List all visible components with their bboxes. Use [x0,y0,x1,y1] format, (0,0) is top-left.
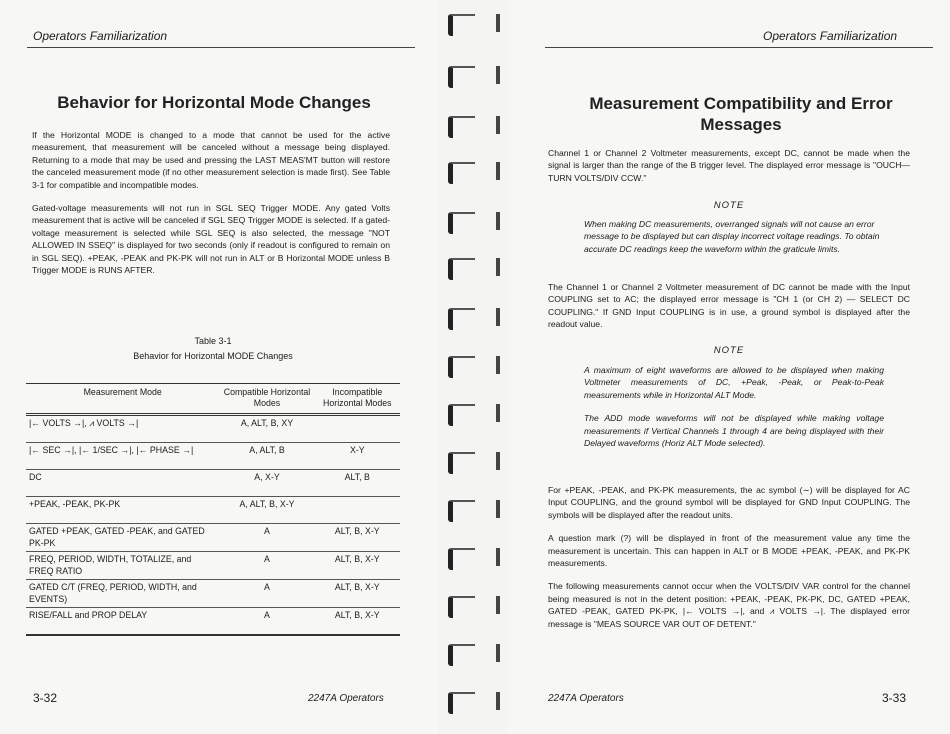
table-row [26,470,400,497]
note-2-paragraph-1: A maximum of eight waveforms are allowed to be displayed when making Voltmeter measurements of DC, +Peak, -Peak, or Peak-to-Peak measurements while in Horizontal ALT Mode. [584,365,884,400]
table-row [26,580,400,608]
note-2 [584,364,884,460]
table-cell-incompatible: ALT, B, X-Y [315,524,400,552]
table-row [26,443,400,470]
table-row [26,524,400,552]
table-row [26,608,400,636]
table-cell-incompatible [315,415,400,443]
note-1: When making DC measurements, overranged signals will not cause an error message to be displayed but can display incorrect voltage readings. To obtain accurate DC readings keep the waveform within the graticule limits. [584,219,880,254]
right-page [508,0,950,734]
left-footer-model: 2247A Operators [308,693,384,704]
table-cell-mode: DC [26,470,219,497]
left-page [0,0,438,734]
right-running-header: Operators Familiarization [763,29,898,43]
right-footer-model: 2247A Operators [548,693,624,704]
note-heading-2: NOTE [713,345,745,356]
table-cell-incompatible: ALT, B, X-Y [315,580,400,608]
right-header-rule [545,47,933,48]
table-row [26,497,400,524]
note-2-paragraph-2: The ADD mode waveforms will not be displayed while making voltage measurements if Vertical Channels 1 through 4 are being displayed with their Delayed waveforms (Horiz ALT Mode selected). [584,413,884,449]
table-row [26,552,400,580]
table-cell-incompatible [315,497,400,524]
table-cell-compatible: A, ALT, B, X-Y [219,497,314,524]
right-page-number: 3-33 [882,691,907,705]
table-cell-incompatible: X-Y [315,443,400,470]
table-cell-compatible: A, ALT, B, XY [219,415,314,443]
left-section-title: Behavior for Horizontal Mode Changes [57,93,371,112]
table-cell-compatible: A [219,524,314,552]
table-cell-mode: FREQ, PERIOD, WIDTH, TOTALIZE, and FREQ RATIO [26,552,219,580]
right-paragraph-3: For +PEAK, -PEAK, and PK-PK measurements, the ac symbol (∼) will be displayed for AC Input COUPLING, and the ground symbol will be displayed for GND Input COUPLING. The symbols will be displayed after the readout units. [548,485,910,520]
table-cell-mode: GATED C/T (FREQ, PERIOD, WIDTH, and EVENTS) [26,580,219,608]
right-body-lower [548,484,910,641]
right-paragraph-4: A question mark (?) will be displayed in front of the measurement value any time the measurement is uncertain. This can happen in ALT or B MODE +PEAK, -PEAK, and PK-PK measurements. [548,533,910,569]
right-section-title: Measurement Compatibility and Error Messages [589,94,893,134]
table-cell-compatible: A [219,608,314,636]
horizontal-mode-table [26,383,400,636]
table-cell-mode: |← VOLTS →|, ⩘ VOLTS →| [26,415,219,443]
table-cell-compatible: A [219,552,314,580]
table-cell-incompatible: ALT, B, X-Y [315,552,400,580]
table-header-compatible: Compatible Horizontal Modes [219,384,314,415]
table-caption: Table 3-1 [194,336,232,346]
table-cell-mode: RISE/FALL and PROP DELAY [26,608,219,636]
table-row [26,415,400,443]
table-cell-incompatible: ALT, B [315,470,400,497]
table-cell-mode: +PEAK, -PEAK, PK-PK [26,497,219,524]
left-running-header: Operators Familiarization [33,29,168,43]
table-header-mode: Measurement Mode [26,384,219,415]
table-cell-compatible: A, X-Y [219,470,314,497]
left-page-number: 3-32 [33,691,58,705]
table-title: Behavior for Horizontal MODE Changes [133,351,293,361]
left-paragraph-1: If the Horizontal MODE is changed to a mode that cannot be used for the active measurement, that measurement will be canceled without a message being displayed. Returning to a mode that may be used and pressing the LAST MEAS'MT button will restore the canceled measurement mode (if no other measurement selection is made first). See Table 3-1 for compatible and incompatible modes. [32,130,390,190]
left-body-text [32,129,390,287]
table-cell-compatible: A, ALT, B [219,443,314,470]
table-cell-incompatible: ALT, B, X-Y [315,608,400,636]
left-header-rule [27,47,415,48]
right-paragraph-5: The following measurements cannot occur when the VOLTS/DIV VAR control for the channel being measured is not in the detent position: +PEAK, -PEAK, PK-PK, DC, GATED +PEAK, GATED -PEAK, GATED PK-PK, |← VOLTS →|, and ⩘ VOLTS →|. The displayed error message is "MEAS SOURCE VAR OUT OF DETENT." [548,581,910,629]
spiral-binding [438,0,508,734]
table-cell-mode: GATED +PEAK, GATED -PEAK, and GATED PK-PK [26,524,219,552]
table-header-incompatible: Incompatible Horizontal Modes [315,384,400,415]
left-paragraph-2: Gated-voltage measurements will not run in SGL SEQ Trigger MODE. Any gated Volts measurement that is active will be canceled if SGL SEQ Trigger MODE is selected. If a gated-voltage measurement is selected while SGL SEQ is also selected, the message "NOT ALLOWED IN SSEQ" is displayed for two seconds (only if readout is configured to remain on in SGL SEQ). +PEAK, -PEAK and PK-PK will not run in ALT or B Horizontal MODE unless B Trigger MODE is RUNS AFTER. [32,203,390,276]
right-paragraph-2: The Channel 1 or Channel 2 Voltmeter measurement of DC cannot be made with the Input COUPLING set to AC; the displayed error message is "CH 1 (or CH 2) — SELECT DC COUPLING." If GND Input COUPLING is in use, a ground symbol is displayed after the readout value. [548,282,910,330]
table-cell-compatible: A [219,580,314,608]
right-paragraph-1: Channel 1 or Channel 2 Voltmeter measurements, except DC, cannot be made when the signal is larger than the range of the B trigger level. The displayed error message is "OUCH—TURN VOLTS/DIV CCW." [548,148,910,183]
note-heading-1: NOTE [713,200,745,211]
table-cell-mode: |← SEC →|, |← 1/SEC →|, |← PHASE →| [26,443,219,470]
